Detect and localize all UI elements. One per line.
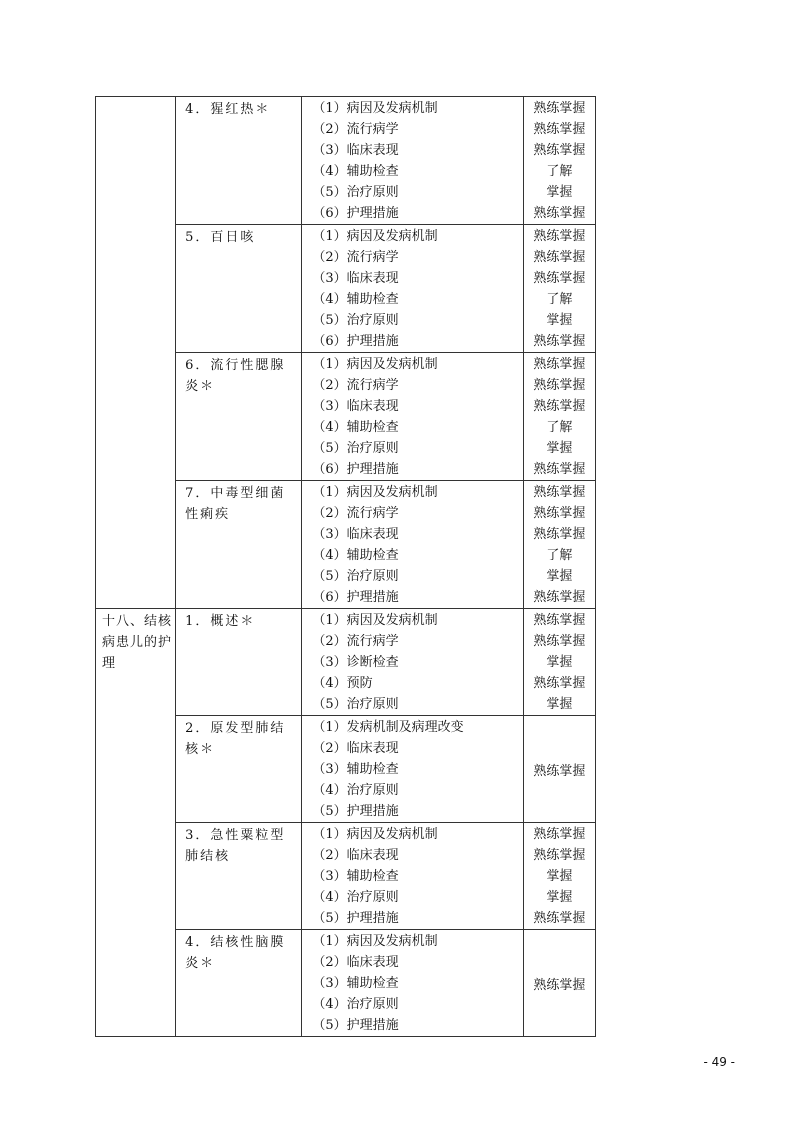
level-line: 熟练掌握 bbox=[533, 143, 586, 158]
item-line: （1）病因及发病机制 bbox=[312, 934, 438, 949]
item-line: （2）流行病学 bbox=[312, 634, 399, 649]
item-line: （5）治疗原则 bbox=[312, 185, 399, 200]
level-line: 熟练掌握 bbox=[533, 827, 586, 842]
item-line: （1）病因及发病机制 bbox=[312, 827, 438, 842]
level-line: 熟练掌握 bbox=[533, 506, 586, 521]
level-line: 掌握 bbox=[546, 185, 573, 200]
level-cell bbox=[523, 481, 595, 609]
item-line: （5）护理措施 bbox=[312, 804, 399, 819]
level-line: 了解 bbox=[546, 292, 573, 307]
item-line: （5）护理措施 bbox=[312, 1018, 399, 1033]
item-line: （3）辅助检查 bbox=[312, 869, 399, 884]
item-line: （5）治疗原则 bbox=[312, 441, 399, 456]
item-line: （2）流行病学 bbox=[312, 250, 399, 265]
level-line: 熟练掌握 bbox=[533, 613, 586, 628]
item-line: （1）发病机制及病理改变 bbox=[312, 720, 464, 735]
item-line: （5）治疗原则 bbox=[312, 569, 399, 584]
topic-cell: 6．流行性腮腺炎＊ bbox=[176, 353, 302, 481]
chapter-cell: 十八、结核病患儿的护理 bbox=[96, 609, 176, 1037]
level-line: 熟练掌握 bbox=[533, 462, 586, 477]
table-row bbox=[96, 609, 596, 716]
item-line: （3）临床表现 bbox=[312, 399, 399, 414]
level-line: 掌握 bbox=[546, 869, 573, 884]
items-cell bbox=[302, 930, 523, 1037]
level-line: 熟练掌握 bbox=[533, 357, 586, 372]
level-line: 掌握 bbox=[546, 441, 573, 456]
item-line: （6）护理措施 bbox=[312, 206, 399, 221]
level-line: 熟练掌握 bbox=[533, 378, 586, 393]
item-line: （4）预防 bbox=[312, 676, 373, 691]
item-line: （4）治疗原则 bbox=[312, 997, 399, 1012]
item-line: （2）流行病学 bbox=[312, 506, 399, 521]
level-line: 了解 bbox=[546, 548, 573, 563]
item-line: （5）治疗原则 bbox=[312, 697, 399, 712]
level-line: 熟练掌握 bbox=[533, 206, 586, 221]
item-line: （6）护理措施 bbox=[312, 462, 399, 477]
level-line: 掌握 bbox=[546, 890, 573, 905]
item-line: （2）临床表现 bbox=[312, 741, 399, 756]
level-line: 掌握 bbox=[546, 569, 573, 584]
level-cell: 熟练掌握 bbox=[523, 716, 595, 823]
level-line: 熟练掌握 bbox=[533, 911, 586, 926]
table-row bbox=[96, 97, 596, 225]
level-line: 熟练掌握 bbox=[533, 676, 586, 691]
level-line: 熟练掌握 bbox=[533, 229, 586, 244]
level-cell bbox=[523, 97, 595, 225]
level-line: 了解 bbox=[546, 164, 573, 179]
item-line: （1）病因及发病机制 bbox=[312, 357, 438, 372]
level-line: 了解 bbox=[546, 420, 573, 435]
level-cell: 熟练掌握 bbox=[523, 930, 595, 1037]
item-line: （4）辅助检查 bbox=[312, 164, 399, 179]
level-line: 熟练掌握 bbox=[533, 848, 586, 863]
item-line: （3）辅助检查 bbox=[312, 762, 399, 777]
item-line: （4）辅助检查 bbox=[312, 548, 399, 563]
level-line: 熟练掌握 bbox=[533, 527, 586, 542]
item-line: （3）诊断检查 bbox=[312, 655, 399, 670]
level-line: 熟练掌握 bbox=[533, 271, 586, 286]
level-cell bbox=[523, 609, 595, 716]
item-line: （4）治疗原则 bbox=[312, 890, 399, 905]
topic-cell: 3．急性粟粒型肺结核 bbox=[176, 823, 302, 930]
topic-cell: 1．概述＊ bbox=[176, 609, 302, 716]
topic-cell: 2．原发型肺结核＊ bbox=[176, 716, 302, 823]
chapter-cell bbox=[96, 97, 176, 609]
level-line: 掌握 bbox=[546, 313, 573, 328]
topic-cell: 7．中毒型细菌性痢疾 bbox=[176, 481, 302, 609]
level-cell bbox=[523, 823, 595, 930]
level-line: 掌握 bbox=[546, 655, 573, 670]
item-line: （2）临床表现 bbox=[312, 848, 399, 863]
item-line: （5）治疗原则 bbox=[312, 313, 399, 328]
items-cell bbox=[302, 823, 523, 930]
items-cell bbox=[302, 609, 523, 716]
items-cell bbox=[302, 97, 523, 225]
item-line: （4）辅助检查 bbox=[312, 292, 399, 307]
level-line: 熟练掌握 bbox=[533, 399, 586, 414]
item-line: （6）护理措施 bbox=[312, 334, 399, 349]
items-cell bbox=[302, 353, 523, 481]
level-line: 熟练掌握 bbox=[533, 590, 586, 605]
item-line: （3）临床表现 bbox=[312, 527, 399, 542]
level-line: 熟练掌握 bbox=[533, 485, 586, 500]
item-line: （2）流行病学 bbox=[312, 378, 399, 393]
items-cell bbox=[302, 225, 523, 353]
level-line: 熟练掌握 bbox=[533, 250, 586, 265]
item-line: （4）辅助检查 bbox=[312, 420, 399, 435]
level-line: 掌握 bbox=[546, 697, 573, 712]
item-line: （4）治疗原则 bbox=[312, 783, 399, 798]
level-cell bbox=[523, 353, 595, 481]
level-line: 熟练掌握 bbox=[533, 101, 586, 116]
item-line: （1）病因及发病机制 bbox=[312, 101, 438, 116]
topic-cell: 4．猩红热＊ bbox=[176, 97, 302, 225]
item-line: （1）病因及发病机制 bbox=[312, 613, 438, 628]
page-number: - 49 - bbox=[703, 1055, 735, 1069]
item-line: （3）辅助检查 bbox=[312, 976, 399, 991]
level-line: 熟练掌握 bbox=[533, 122, 586, 137]
item-line: （3）临床表现 bbox=[312, 143, 399, 158]
level-cell bbox=[523, 225, 595, 353]
level-line: 熟练掌握 bbox=[533, 634, 586, 649]
item-line: （2）流行病学 bbox=[312, 122, 399, 137]
topic-cell: 5．百日咳 bbox=[176, 225, 302, 353]
item-line: （1）病因及发病机制 bbox=[312, 229, 438, 244]
item-line: （6）护理措施 bbox=[312, 590, 399, 605]
topic-cell: 4．结核性脑膜炎＊ bbox=[176, 930, 302, 1037]
item-line: （2）临床表现 bbox=[312, 955, 399, 970]
items-cell bbox=[302, 716, 523, 823]
item-line: （5）护理措施 bbox=[312, 911, 399, 926]
syllabus-table-body bbox=[96, 97, 596, 1037]
item-line: （1）病因及发病机制 bbox=[312, 485, 438, 500]
syllabus-table bbox=[95, 96, 596, 1037]
level-line: 熟练掌握 bbox=[533, 334, 586, 349]
item-line: （3）临床表现 bbox=[312, 271, 399, 286]
items-cell bbox=[302, 481, 523, 609]
